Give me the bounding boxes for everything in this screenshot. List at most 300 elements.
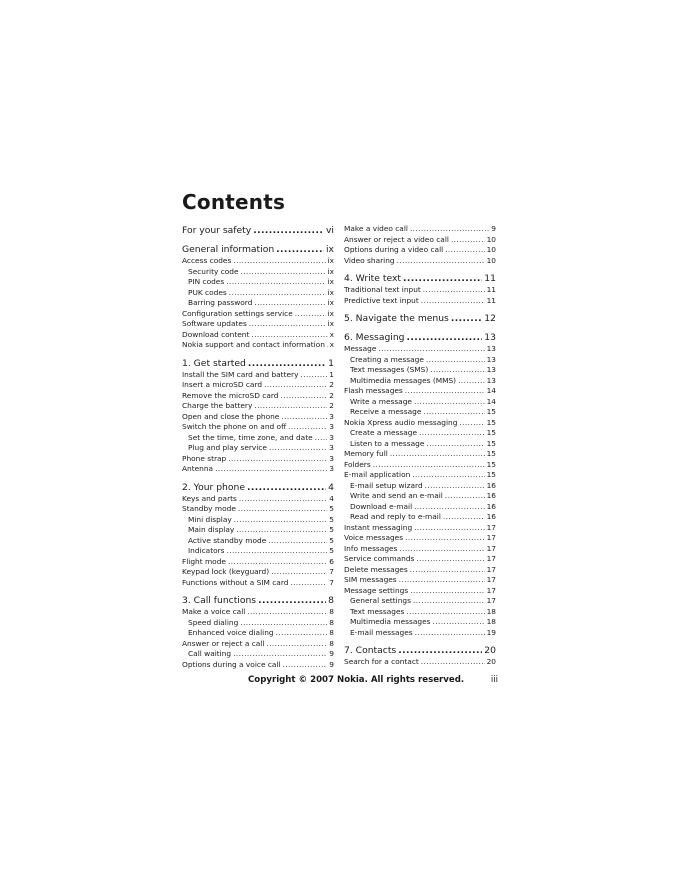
toc-label: Call waiting — [188, 649, 232, 658]
toc-subentry[interactable] — [182, 298, 334, 309]
toc-label: Memory full — [344, 449, 388, 458]
toc-entry[interactable] — [344, 470, 496, 481]
toc-entry[interactable] — [344, 235, 496, 246]
toc-leader-dots — [421, 296, 485, 307]
toc-leader-dots — [281, 412, 327, 423]
toc-leader-dots — [406, 607, 484, 618]
toc-leader-dots — [430, 365, 484, 376]
toc-leader-dots — [423, 407, 484, 418]
toc-page-number: 18 — [486, 617, 496, 626]
toc-entry[interactable] — [344, 245, 496, 256]
toc-entry[interactable] — [182, 330, 334, 341]
toc-leader-dots — [390, 449, 485, 460]
toc-entry[interactable] — [344, 296, 496, 307]
toc-page-number: 17 — [486, 575, 496, 584]
toc-label: 6. Messaging — [344, 332, 405, 343]
toc-leader-dots — [248, 357, 326, 370]
toc-entry[interactable] — [182, 607, 334, 618]
toc-label: Delete messages — [344, 564, 408, 574]
toc-label: Creating a message — [350, 354, 424, 364]
toc-leader-dots — [215, 464, 327, 475]
toc-page-number: 16 — [486, 501, 496, 511]
toc-leader-dots — [264, 380, 327, 391]
toc-column-right — [344, 224, 496, 668]
toc-chapter[interactable] — [182, 357, 334, 370]
toc-leader-dots — [236, 525, 327, 536]
toc-page-number: 2 — [329, 401, 334, 410]
toc-label: Enhanced voice dialing — [188, 628, 274, 637]
toc-entry[interactable] — [344, 418, 496, 429]
toc-entry[interactable] — [182, 660, 334, 671]
toc-label: PIN codes — [188, 277, 225, 286]
toc-page-number: 1 — [329, 369, 334, 379]
toc-leader-dots — [410, 224, 489, 235]
toc-entry[interactable] — [182, 464, 334, 475]
toc-page-number: 5 — [329, 525, 334, 534]
toc-label: Insert a microSD card — [182, 380, 263, 389]
toc-label: 1. Get started — [182, 357, 246, 369]
toc-leader-dots — [421, 657, 485, 668]
toc-page-number: 1 — [328, 357, 334, 369]
toc-label: Read and reply to e-mail — [350, 512, 441, 521]
toc-page-number: ix — [327, 277, 334, 286]
toc-label: Write and send an e-mail — [350, 491, 443, 500]
toc-label: Keypad lock (keyguard) — [182, 567, 270, 576]
toc-page-number: 10 — [486, 245, 496, 254]
toc-label: General information — [182, 244, 275, 255]
toc-label: General settings — [350, 596, 411, 605]
toc-label: E-mail setup wizard — [350, 480, 423, 490]
toc-leader-dots — [228, 454, 327, 465]
toc-label: Folders — [344, 459, 371, 469]
toc-label: Active standby mode — [188, 535, 267, 545]
toc-entry[interactable] — [344, 523, 496, 534]
toc-leader-dots — [266, 639, 327, 650]
toc-leader-dots — [410, 565, 485, 576]
toc-page-number: 13 — [486, 375, 496, 385]
toc-entry[interactable] — [182, 256, 334, 267]
toc-page-number: 9 — [491, 224, 496, 233]
toc-subentry[interactable] — [344, 355, 496, 366]
page-title: Contents — [182, 190, 286, 214]
toc-leader-dots — [443, 512, 485, 523]
toc-entry[interactable] — [344, 586, 496, 597]
toc-leader-dots — [445, 491, 485, 502]
toc-label: Install the SIM card and battery — [182, 369, 299, 379]
toc-leader-dots — [399, 544, 484, 555]
toc-label: Antenna — [182, 464, 214, 473]
toc-label: Plug and play service — [188, 443, 267, 452]
toc-page-number: 8 — [328, 595, 334, 606]
toc-label: Message settings — [344, 585, 409, 595]
toc-label: Open and close the phone — [182, 411, 280, 421]
toc-page-number: 20 — [486, 657, 496, 666]
toc-subentry[interactable] — [344, 376, 496, 387]
toc-entry[interactable] — [182, 412, 334, 423]
toc-page-number: ix — [326, 244, 334, 255]
toc-label: Barring password — [188, 298, 253, 307]
toc-page-number: 2 — [329, 390, 334, 400]
toc-leader-dots — [405, 386, 485, 397]
toc-label: Answer or reject a call — [182, 638, 265, 648]
toc-page-number: 3 — [329, 443, 334, 452]
toc-leader-dots — [415, 628, 485, 639]
toc-label: Phone strap — [182, 453, 227, 463]
toc-label: SIM messages — [344, 575, 397, 584]
toc-entry[interactable] — [344, 224, 496, 235]
toc-subentry[interactable] — [344, 481, 496, 492]
toc-subentry[interactable] — [344, 596, 496, 607]
toc-chapter[interactable] — [182, 243, 334, 256]
toc-page-number: 11 — [486, 295, 496, 305]
toc-label: Message — [344, 344, 377, 353]
toc-page-number: 15 — [486, 407, 496, 416]
toc-page-number: 3 — [329, 464, 334, 473]
toc-page-number: ix — [327, 319, 334, 328]
toc-leader-dots — [426, 439, 484, 450]
toc-entry[interactable] — [182, 422, 334, 433]
page-footer — [182, 675, 498, 689]
toc-column-left — [182, 224, 334, 670]
toc-label: Write a message — [350, 396, 412, 406]
toc-label: Options during a video call — [344, 245, 444, 254]
toc-leader-dots — [412, 470, 484, 481]
toc-page-number: 20 — [484, 645, 496, 656]
toc-page-number: 16 — [486, 480, 496, 490]
toc-chapter[interactable] — [182, 224, 334, 237]
toc-entry[interactable] — [344, 256, 496, 267]
toc-leader-dots — [433, 617, 485, 628]
toc-subentry[interactable] — [344, 397, 496, 408]
toc-page-number: 15 — [486, 428, 496, 437]
toc-page-number: 13 — [486, 354, 496, 364]
toc-page-number: 13 — [484, 332, 496, 343]
toc-page-number: 4 — [329, 493, 334, 503]
toc-leader-dots — [451, 312, 482, 325]
toc-label: Options during a voice call — [182, 659, 281, 669]
toc-entry[interactable] — [182, 370, 334, 381]
toc-label: 5. Navigate the menus — [344, 313, 449, 324]
toc-leader-dots — [425, 481, 485, 492]
toc-label: Flash messages — [344, 386, 403, 395]
toc-label: 2. Your phone — [182, 481, 245, 493]
toc-label: Speed dialing — [188, 617, 239, 627]
toc-label: Make a video call — [344, 224, 408, 233]
page-number: iii — [490, 675, 498, 685]
toc-entry[interactable] — [344, 285, 496, 296]
toc-label: Traditional text input — [344, 285, 421, 294]
toc-leader-dots — [416, 554, 484, 565]
toc-label: Mini display — [188, 514, 232, 524]
toc-subentry[interactable] — [344, 617, 496, 628]
toc-label: Switch the phone on and off — [182, 422, 287, 431]
toc-leader-dots — [327, 340, 328, 351]
toc-entry[interactable] — [182, 578, 334, 589]
toc-page-number: 9 — [329, 649, 334, 658]
toc-leader-dots — [414, 397, 485, 408]
toc-leader-dots — [227, 546, 328, 557]
toc-page-number: 17 — [486, 564, 496, 574]
toc-entry[interactable] — [344, 565, 496, 576]
toc-label: Listen to a message — [350, 438, 425, 448]
toc-subentry[interactable] — [182, 536, 334, 547]
toc-leader-dots — [397, 256, 485, 267]
toc-label: Charge the battery — [182, 401, 253, 410]
toc-page-number: 17 — [486, 554, 496, 563]
toc-page-number: 15 — [486, 417, 496, 427]
toc-leader-dots — [254, 298, 325, 309]
toc-label: Make a voice call — [182, 607, 246, 616]
toc-leader-dots — [226, 277, 325, 288]
toc-page-number: 4 — [328, 481, 334, 493]
toc-subentry[interactable] — [344, 407, 496, 418]
toc-label: Predictive text input — [344, 295, 419, 305]
toc-leader-dots — [398, 644, 482, 657]
toc-entry[interactable] — [182, 401, 334, 412]
toc-leader-dots — [247, 607, 327, 618]
toc-page-number: 18 — [486, 606, 496, 616]
toc-subentry[interactable] — [182, 649, 334, 660]
toc-subentry[interactable] — [344, 512, 496, 523]
toc-entry[interactable] — [182, 309, 334, 320]
toc-chapter[interactable] — [344, 312, 496, 325]
toc-label: 4. Write text — [344, 273, 401, 284]
toc-label: 7. Contacts — [344, 645, 397, 656]
toc-chapter[interactable] — [182, 594, 334, 607]
toc-page-number: 3 — [329, 422, 334, 431]
toc-entry[interactable] — [182, 391, 334, 402]
toc-leader-dots — [414, 502, 484, 513]
toc-label: Configuration settings service — [182, 308, 293, 318]
toc-page-number: 17 — [486, 543, 496, 553]
toc-subentry[interactable] — [182, 628, 334, 639]
toc-leader-dots — [234, 515, 328, 526]
toc-label: Instant messaging — [344, 522, 413, 532]
toc-subentry[interactable] — [344, 491, 496, 502]
toc-page-number: ix — [327, 298, 334, 307]
toc-subentry[interactable] — [182, 443, 334, 454]
toc-leader-dots — [413, 596, 485, 607]
toc-entry[interactable] — [182, 319, 334, 330]
toc-entry[interactable] — [182, 639, 334, 650]
toc-leader-dots — [241, 267, 326, 278]
toc-leader-dots — [373, 460, 485, 471]
toc-entry[interactable] — [182, 454, 334, 465]
toc-leader-dots — [419, 428, 485, 439]
toc-subentry[interactable] — [344, 502, 496, 513]
toc-leader-dots — [240, 618, 327, 629]
toc-page-number: 7 — [329, 567, 334, 576]
toc-leader-dots — [233, 256, 325, 267]
toc-entry[interactable] — [182, 494, 334, 505]
toc-subentry[interactable] — [182, 288, 334, 299]
toc-page-number: 8 — [329, 617, 334, 627]
toc-page-number: x — [329, 329, 334, 339]
toc-label: Voice messages — [344, 533, 404, 542]
toc-leader-dots — [423, 285, 485, 296]
toc-label: Video sharing — [344, 255, 395, 265]
toc-leader-dots — [276, 628, 328, 639]
toc-label: E-mail application — [344, 470, 411, 479]
toc-label: 3. Call functions — [182, 595, 257, 606]
toc-subentry[interactable] — [182, 525, 334, 536]
toc-label: For your safety — [182, 225, 252, 236]
toc-chapter[interactable] — [344, 644, 496, 657]
toc-label: E-mail messages — [350, 627, 413, 637]
toc-leader-dots — [268, 536, 327, 547]
toc-leader-dots — [251, 330, 327, 341]
toc-subentry[interactable] — [344, 607, 496, 618]
toc-leader-dots — [295, 309, 326, 320]
toc-leader-dots — [399, 575, 485, 586]
toc-page-number: 14 — [486, 396, 496, 406]
toc-page-number: 8 — [329, 638, 334, 648]
toc-label: Answer or reject a video call — [344, 234, 449, 244]
toc-chapter[interactable] — [344, 331, 496, 344]
toc-page-number: 6 — [329, 556, 334, 566]
toc-page-number: ix — [327, 287, 334, 297]
toc-label: Text messages (SMS) — [350, 365, 429, 374]
toc-leader-dots — [414, 523, 484, 534]
toc-leader-dots — [378, 344, 484, 355]
toc-page-number: 8 — [329, 628, 334, 637]
toc-leader-dots — [253, 224, 324, 237]
toc-page-number: 5 — [329, 535, 334, 545]
toc-label: Info messages — [344, 543, 398, 553]
toc-subentry[interactable] — [182, 515, 334, 526]
toc-subentry[interactable] — [344, 365, 496, 376]
toc-leader-dots — [228, 557, 327, 568]
toc-page-number: 12 — [484, 313, 496, 324]
toc-page-number: 5 — [329, 546, 334, 555]
toc-label: Receive a message — [350, 407, 422, 416]
toc-page-number: 13 — [486, 365, 496, 374]
toc-leader-dots — [283, 660, 328, 671]
toc-leader-dots — [288, 422, 327, 433]
toc-label: Download e-mail — [350, 501, 413, 511]
toc-label: Create a message — [350, 428, 417, 437]
toc-leader-dots — [254, 401, 327, 412]
toc-page-number: 10 — [486, 234, 496, 244]
toc-page-number: 14 — [486, 386, 496, 395]
toc-page-number: 13 — [486, 344, 496, 353]
toc-page-number: 17 — [486, 522, 496, 532]
toc-leader-dots — [271, 567, 327, 578]
toc-label: Security code — [188, 266, 239, 276]
toc-leader-dots — [405, 533, 485, 544]
toc-subentry[interactable] — [344, 428, 496, 439]
toc-page-number: 17 — [486, 533, 496, 542]
toc-entry[interactable] — [344, 449, 496, 460]
toc-leader-dots — [403, 272, 482, 285]
toc-entry[interactable] — [182, 340, 334, 351]
toc-entry[interactable] — [182, 380, 334, 391]
toc-entry[interactable] — [182, 567, 334, 578]
toc-page-number: 5 — [329, 504, 334, 513]
toc-entry[interactable] — [344, 544, 496, 555]
toc-subentry[interactable] — [182, 277, 334, 288]
toc-page-number: ix — [327, 308, 334, 318]
toc-page-number: 19 — [486, 627, 496, 637]
toc-entry[interactable] — [344, 460, 496, 471]
toc-leader-dots — [426, 355, 485, 366]
toc-entry[interactable] — [344, 386, 496, 397]
toc-leader-dots — [233, 649, 327, 660]
toc-page-number: 17 — [486, 585, 496, 595]
toc-leader-dots — [258, 594, 326, 607]
toc-page-number: 11 — [484, 273, 496, 284]
toc-label: Nokia support and contact information — [182, 340, 325, 349]
toc-page-number: 17 — [486, 596, 496, 605]
toc-label: Software updates — [182, 319, 247, 328]
toc-page-number: 16 — [486, 512, 496, 521]
toc-page-number: 2 — [329, 380, 334, 389]
toc-page-number: 3 — [329, 411, 334, 421]
toc-label: Download content — [182, 329, 250, 339]
toc-entry[interactable] — [182, 557, 334, 568]
toc-page-number: ix — [327, 266, 334, 276]
toc-subentry[interactable] — [182, 618, 334, 629]
toc-entry[interactable] — [344, 344, 496, 355]
toc-leader-dots — [247, 481, 326, 494]
toc-entry[interactable] — [344, 554, 496, 565]
toc-page-number: 15 — [486, 470, 496, 479]
toc-label: Flight mode — [182, 556, 226, 566]
toc-page-number: 10 — [486, 255, 496, 265]
toc-subentry[interactable] — [344, 439, 496, 450]
toc-label: Main display — [188, 525, 235, 534]
toc-subentry[interactable] — [344, 628, 496, 639]
toc-page-number: 3 — [329, 432, 334, 442]
toc-label: Search for a contact — [344, 657, 419, 666]
toc-entry[interactable] — [344, 575, 496, 586]
toc-leader-dots — [269, 443, 327, 454]
toc-leader-dots — [238, 504, 327, 515]
toc-entry[interactable] — [344, 533, 496, 544]
toc-label: Text messages — [350, 606, 405, 616]
toc-page-number: 15 — [486, 449, 496, 458]
toc-leader-dots — [459, 418, 484, 429]
toc-leader-dots — [300, 370, 327, 381]
toc-subentry[interactable] — [182, 267, 334, 278]
toc-chapter[interactable] — [182, 481, 334, 494]
toc-entry[interactable] — [344, 657, 496, 668]
toc-label: Indicators — [188, 546, 225, 555]
toc-page-number: 3 — [329, 453, 334, 463]
toc-label: Remove the microSD card — [182, 390, 279, 400]
toc-entry[interactable] — [182, 504, 334, 515]
toc-leader-dots — [407, 331, 483, 344]
toc-page-number: 7 — [329, 577, 334, 587]
toc-page-number: ix — [327, 256, 334, 265]
toc-page-number: 5 — [329, 514, 334, 524]
toc-page-number: 16 — [486, 491, 496, 500]
toc-page-number: vi — [326, 225, 334, 236]
toc-label: Nokia Xpress audio messaging — [344, 417, 458, 427]
toc-chapter[interactable] — [344, 272, 496, 285]
toc-page-number: 8 — [329, 607, 334, 616]
toc-leader-dots — [249, 319, 326, 330]
toc-label: PUK codes — [188, 287, 227, 297]
toc-label: Service commands — [344, 554, 415, 563]
toc-label: Set the time, time zone, and date — [188, 432, 313, 442]
toc-label: Multimedia messages — [350, 617, 431, 626]
toc-page-number: 15 — [486, 438, 496, 448]
toc-leader-dots — [280, 391, 327, 402]
toc-subentry[interactable] — [182, 546, 334, 557]
toc-subentry[interactable] — [182, 433, 334, 444]
toc-leader-dots — [290, 578, 327, 589]
